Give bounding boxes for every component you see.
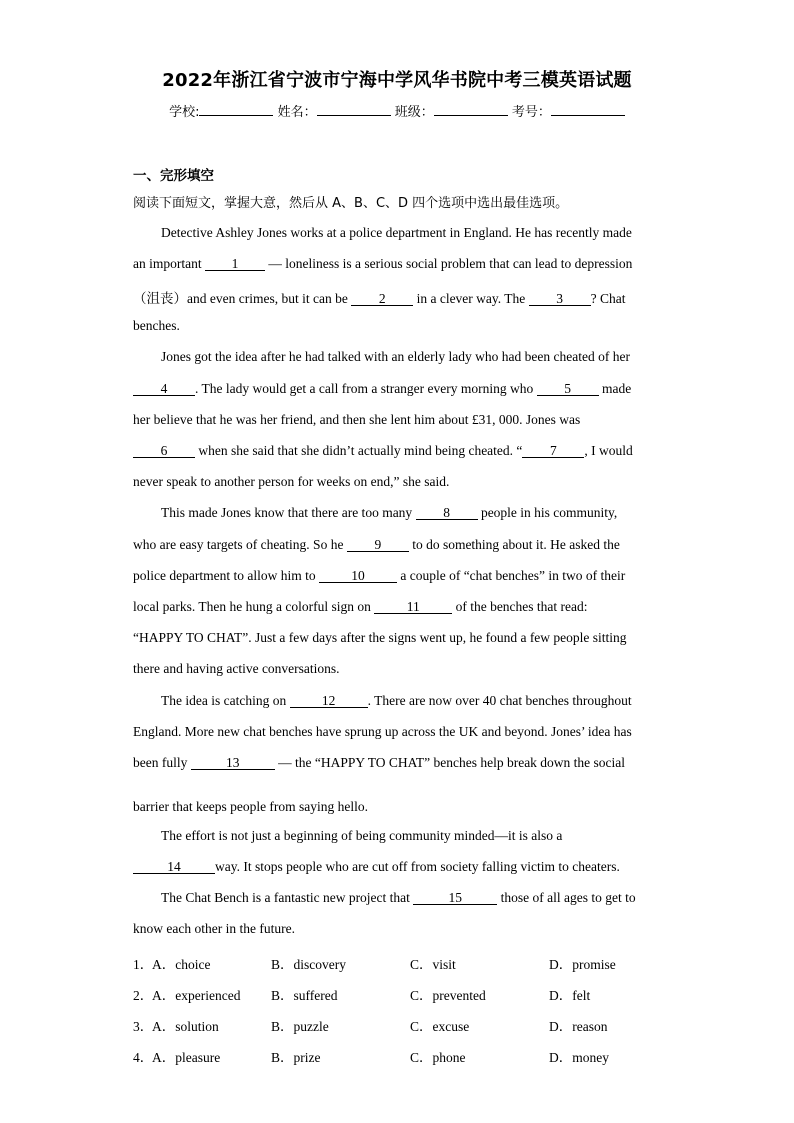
blank-12: 12 xyxy=(290,694,368,708)
name-field[interactable] xyxy=(317,103,391,116)
blank-2: 2 xyxy=(351,292,413,306)
passage-line xyxy=(133,568,625,584)
passage-line xyxy=(161,890,636,906)
passage-text: who are easy targets of cheating. So he xyxy=(133,537,347,552)
exam-no-label: 考号： xyxy=(511,105,551,120)
option-c[interactable]: C．visit xyxy=(410,957,456,972)
passage-line: her believe that he was her friend, and then she lent him about £31, 000. Jones was xyxy=(133,412,581,427)
blank-15: 15 xyxy=(413,891,497,905)
option-d[interactable]: D．money xyxy=(549,1050,609,1065)
passage-line xyxy=(133,599,588,615)
passage-text: （沮丧）and even crimes, but it can be xyxy=(133,291,352,306)
passage-line xyxy=(133,287,626,307)
passage-line: never speak to another person for weeks on end,” she said. xyxy=(133,474,450,489)
passage-text: an important xyxy=(133,256,205,271)
blank-8: 8 xyxy=(416,506,478,520)
passage-text: . The lady would get a call from a stranger every morning who xyxy=(195,381,537,396)
passage-line xyxy=(161,505,617,521)
option-a[interactable]: A．solution xyxy=(152,1019,219,1034)
section-instruction: 阅读下面短文，掌握大意，然后从 A、B、C、D 四个选项中选出最佳选项。 xyxy=(133,196,569,211)
option-b[interactable]: B．puzzle xyxy=(271,1019,329,1034)
passage-text: police department to allow him to xyxy=(133,568,319,583)
passage-text: . There are now over 40 chat benches throughout xyxy=(367,693,632,708)
passage-text: The Chat Bench is a fantastic new project that xyxy=(161,890,414,905)
passage-line: Detective Ashley Jones works at a police department in England. He has recently made xyxy=(161,225,632,240)
passage-text: ? Chat xyxy=(590,291,626,306)
passage-line: Jones got the idea after he had talked with an elderly lady who had been cheated of her xyxy=(161,349,630,364)
passage-text: way. It stops people who are cut off from society falling victim to cheaters. xyxy=(215,859,620,874)
question-number: 1． xyxy=(133,957,154,972)
passage-text: , I would xyxy=(584,443,633,458)
question-number: 3． xyxy=(133,1019,154,1034)
blank-13: 13 xyxy=(191,756,275,770)
option-d[interactable]: D．felt xyxy=(549,988,591,1003)
option-c[interactable]: C．phone xyxy=(410,1050,466,1065)
blank-11: 11 xyxy=(374,600,452,614)
passage-line xyxy=(161,693,632,709)
passage-line xyxy=(133,381,631,397)
blank-5: 5 xyxy=(537,382,599,396)
section-title: 一、完形填空 xyxy=(133,168,214,184)
passage-line: barrier that keeps people from saying hello. xyxy=(133,799,369,814)
passage-line xyxy=(133,443,633,459)
passage-text: people in his community, xyxy=(477,505,618,520)
passage-line: benches. xyxy=(133,318,180,333)
option-b[interactable]: B．suffered xyxy=(271,988,338,1003)
option-b[interactable]: B．discovery xyxy=(271,957,346,972)
page-title: 2022年浙江省宁波市宁海中学风华书院中考三模英语试题 xyxy=(162,70,632,91)
school-label: 学校: xyxy=(169,105,200,120)
question-number: 2． xyxy=(133,988,154,1003)
name-label: 姓名： xyxy=(277,105,317,120)
passage-text: — loneliness is a serious social problem that can lead to depression xyxy=(264,256,633,271)
passage-text: local parks. Then he hung a colorful sign on xyxy=(133,599,375,614)
option-c[interactable]: C．prevented xyxy=(410,988,486,1003)
passage-text: This made Jones know that there are too many xyxy=(161,505,416,520)
passage-line: know each other in the future. xyxy=(133,921,295,936)
passage-line xyxy=(133,256,632,272)
passage-text: — the “HAPPY TO CHAT” benches help break down the social xyxy=(274,755,626,770)
exam-no-field[interactable] xyxy=(551,103,625,116)
option-c[interactable]: C．excuse xyxy=(410,1019,470,1034)
passage-line xyxy=(133,859,620,875)
option-a[interactable]: A．experienced xyxy=(152,988,241,1003)
passage-text: of the benches that read: xyxy=(452,599,588,614)
option-d[interactable]: D．reason xyxy=(549,1019,608,1034)
passage-text: those of all ages to get to xyxy=(497,890,636,905)
student-info-line xyxy=(0,101,794,120)
option-a[interactable]: A．pleasure xyxy=(152,1050,221,1065)
passage-text: made xyxy=(598,381,632,396)
passage-line: “HAPPY TO CHAT”. Just a few days after the signs went up, he found a few people sitting xyxy=(133,630,627,645)
passage-line: The effort is not just a beginning of being community minded—it is also a xyxy=(161,828,563,843)
passage-text: The idea is catching on xyxy=(161,693,290,708)
blank-14: 14 xyxy=(133,860,215,874)
school-field[interactable] xyxy=(199,103,273,116)
passage-line xyxy=(133,537,620,553)
option-d[interactable]: D．promise xyxy=(549,957,616,972)
blank-4: 4 xyxy=(133,382,195,396)
option-a[interactable]: A．choice xyxy=(152,957,211,972)
class-label: 班级： xyxy=(394,105,434,120)
blank-10: 10 xyxy=(319,569,397,583)
passage-text: a couple of “chat benches” in two of their xyxy=(396,568,626,583)
passage-text: in a clever way. The xyxy=(413,291,529,306)
passage-text: when she said that she didn’t actually mind being cheated. “ xyxy=(195,443,523,458)
option-b[interactable]: B．prize xyxy=(271,1050,321,1065)
passage-line: England. More new chat benches have sprung up across the UK and beyond. Jones’ idea has xyxy=(133,724,632,739)
blank-6: 6 xyxy=(133,444,195,458)
passage-line: there and having active conversations. xyxy=(133,661,340,676)
passage-text: been fully xyxy=(133,755,191,770)
blank-9: 9 xyxy=(347,538,409,552)
blank-1: 1 xyxy=(205,257,265,271)
blank-3: 3 xyxy=(529,292,591,306)
passage-line xyxy=(133,755,625,771)
class-field[interactable] xyxy=(434,103,508,116)
question-number: 4． xyxy=(133,1050,154,1065)
blank-7: 7 xyxy=(522,444,584,458)
passage-text: to do something about it. He asked the xyxy=(408,537,620,552)
